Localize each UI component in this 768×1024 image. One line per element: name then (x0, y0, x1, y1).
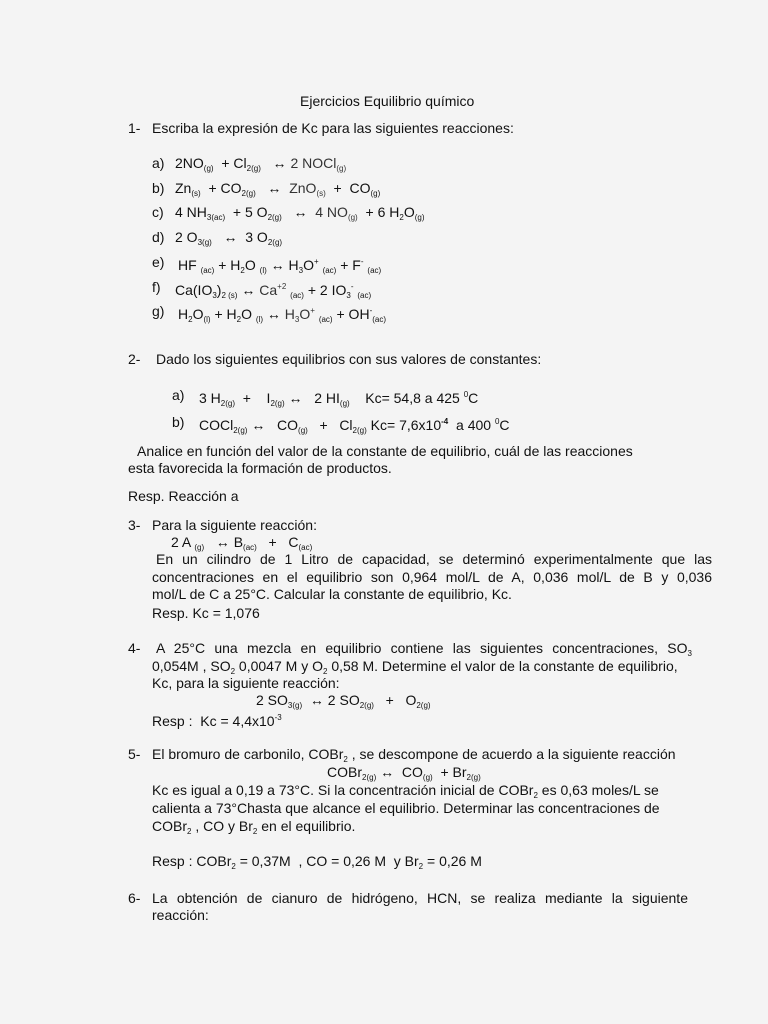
page-title: Ejercicios Equilibrio químico (300, 93, 475, 109)
q6-paragraph-line-2: reacción: (152, 907, 209, 923)
q2-item-b: COCl$_{2(g)}$ ↔ $CO_{(g)} + Cl_{2(g)}$ $Kc= 7,6x10^{-4}$ a 400 $^0$C (199, 417, 510, 435)
question-3-text: Para la siguiente reacción: (152, 517, 317, 533)
q2-paragraph-line-1: Analice en función del valor de la constante de equilibrio, cuál de las reacciones (137, 443, 633, 459)
question-1-text: Escriba la expresión de Kc para las siguientes reacciones: (152, 120, 514, 136)
question-3-number: 3- (128, 517, 141, 533)
q2-paragraph-line-2: esta favorecida la formación de productos. (128, 460, 392, 476)
q1-item-a: $2NO_{(g)} + Cl_{2(g)}$ ↔ 2 NOCl$_{(g)}$ (175, 155, 347, 173)
q1-item-c-letter: c) (152, 204, 164, 220)
question-4-number: 4- (128, 640, 141, 656)
q3-paragraph-line-1: En un cilindro de 1 Litro de capacidad, se determinó experimentalmente que las (156, 551, 712, 567)
q3-reaction: 2 A $_{(g)}$ ↔ $B_{(ac)} + C_{(ac)}$ (171, 534, 313, 552)
q5-paragraph-line-3: calienta a 73°Chasta que alcance el equilibrio. Determinar las concentraciones de (152, 800, 660, 816)
q4-paragraph-line-1: A 25°C una mezcla en equilibrio contiene las siguientes concentraciones, $SO_3$ (156, 640, 692, 658)
q1-item-g-letter: g) (152, 303, 165, 319)
q2-item-b-letter: b) (172, 414, 185, 430)
question-6-number: 6- (128, 890, 141, 906)
q1-item-e-letter: e) (152, 254, 165, 270)
q4-answer: Resp : $Kc = 4,4x10^{-3}$ (152, 713, 282, 729)
q2-item-a-letter: a) (172, 387, 185, 403)
q1-item-g: $H_2O_{(l)} + H_2O$ $_{(l)}$ ↔ $H_3O^+$ $_{(ac)} + OH^-_{(ac)}$ (178, 306, 387, 324)
q5-reaction: COBr$_{2(g)}$ ↔ $CO_{(g)} + Br_{2(g)}$ (327, 764, 481, 782)
question-5-number: 5- (128, 746, 141, 762)
q1-item-d: 2 $O_{3(g)}$ ↔ 3 $O_{2(g)}$ (175, 229, 283, 247)
question-1-number: 1- (128, 120, 141, 136)
q3-paragraph-line-3: mol/L de C a 25°C. Calcular la constante de equilibrio, Kc. (152, 586, 512, 602)
q1-item-c: 4 $NH_{3(ac)} + 5$ $O_{2(g)}$ ↔ 4 $NO_{(g)} + 6$ $H_2O_{(g)}$ (175, 204, 425, 222)
q3-answer: Resp. Kc = 1,076 (152, 605, 260, 621)
q5-paragraph-line-1: El bromuro de carbonilo, COBr$_2$ , se descompone de acuerdo a la siguiente reacción (152, 746, 676, 764)
q1-item-b-letter: b) (152, 180, 165, 196)
q2-answer: Resp. Reacción a (128, 488, 239, 504)
q1-item-a-letter: a) (152, 155, 165, 171)
q1-item-b: $Zn_{(s)} + CO_{2(g)}$ ↔ $ZnO_{(s)} + CO_{(g)}$ (175, 180, 381, 198)
q6-paragraph-line-1: La obtención de cianuro de hidrógeno, HCN, se realiza mediante la siguiente (152, 890, 688, 906)
q4-paragraph-line-3: Kc, para la siguiente reacción: (152, 675, 340, 691)
q5-answer: Resp : COBr$_2$ = 0,37M , CO = 0,26 M y $Br_2 = 0,26$ M (152, 853, 482, 871)
q4-reaction: 2 $SO_{3(g)}$ ↔ 2 $SO_{2(g)} + O_{2(g)}$ (256, 692, 431, 710)
question-2-number: 2- (128, 351, 141, 367)
q1-item-f-letter: f) (152, 279, 161, 295)
q1-item-f: $Ca(IO_3)_{2 (s)}$ ↔ $Ca^{+2}$ $_{(ac)}$ + 2 $IO_3^-$ $_{(ac)}$ (175, 282, 372, 300)
q2-item-a: 3 $H_{2(g)}$ + $I_{2(g)}$ ↔ 2 $HI_{(g)}$ Kc= 54,8 a 425 $^0$C (199, 390, 479, 408)
q4-paragraph-line-2: 0,054M , $SO_2$ 0,0047 M y $O_2$ 0,58 M. Determine el valor de la constante de equilibrio, (152, 658, 678, 676)
question-2-text: Dado los siguientes equilibrios con sus valores de constantes: (156, 351, 542, 367)
q3-paragraph-line-2: concentraciones en el equilibrio son 0,964 mol/L de A, 0,036 mol/L de B y 0,036 (152, 569, 712, 585)
q1-item-d-letter: d) (152, 229, 165, 245)
q5-paragraph-line-4: COBr$_2$ , CO y $Br_2$ en el equilibrio. (152, 818, 356, 836)
q1-item-e: HF $_{(ac)} + H_2O$ $_{(l)}$ ↔ $H_3O^+$ $_{(ac)}$ + F- $_{(ac)}$ (178, 257, 382, 275)
q5-paragraph-line-2: Kc es igual a 0,19 a 73°C. Si la concentración inicial de COBr$_2$ es 0,63 moles/L se (152, 782, 659, 800)
